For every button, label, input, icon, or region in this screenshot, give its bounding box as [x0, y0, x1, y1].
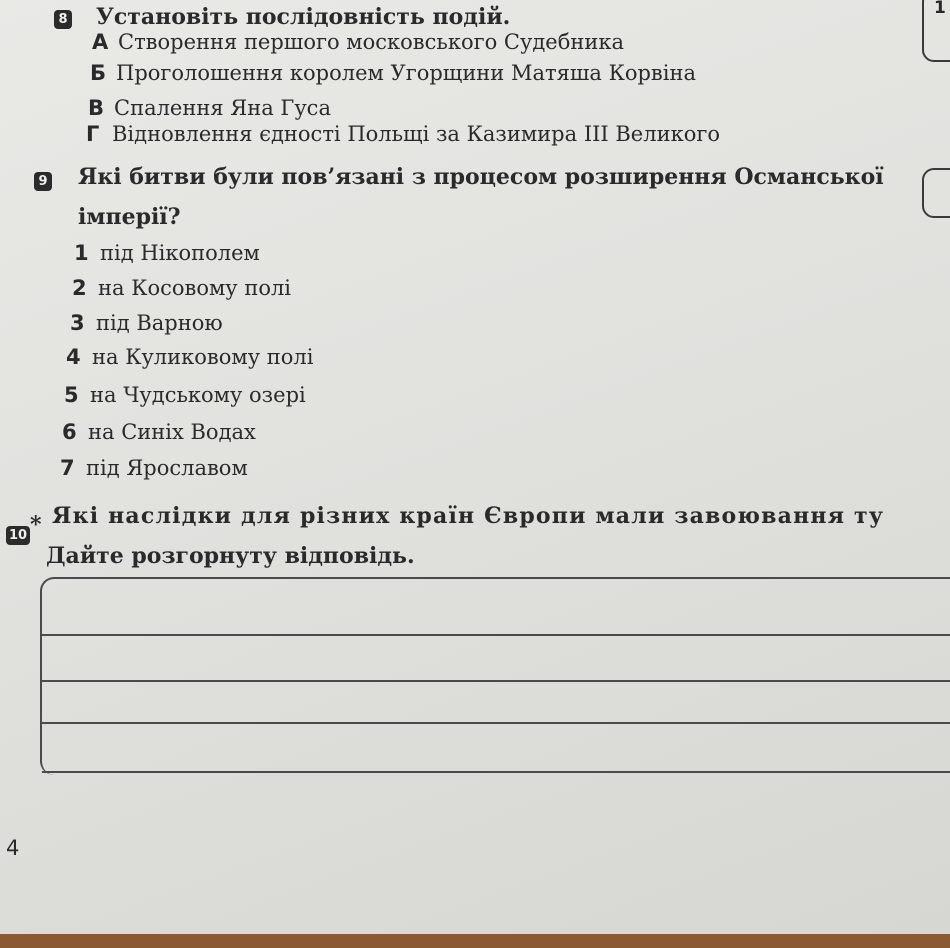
question-10-text-line-1: Які наслідки для різних країн Європи мали завоювання ту: [52, 503, 885, 529]
q8-option-c: [88, 96, 331, 120]
answer-line-4: [42, 771, 950, 773]
page-number: 4: [6, 836, 20, 860]
answer-box: [40, 577, 950, 775]
q9-option-1: [74, 241, 260, 265]
option-number: 5: [64, 383, 79, 407]
q9-option-3: [70, 311, 223, 335]
question-10-text-line-2: Дайте розгорнуту відповідь.: [46, 543, 415, 569]
question-10-number: 10: [6, 526, 30, 545]
option-number: 2: [72, 276, 87, 300]
option-number: 1: [74, 241, 89, 265]
option-text: Проголошення королем Угорщини Матяша Корвіна: [116, 61, 696, 85]
option-number: 3: [70, 311, 85, 335]
q8-option-a: [92, 30, 624, 54]
option-text: під Нікополем: [100, 241, 260, 265]
side-number: 1: [934, 0, 946, 18]
question-8-number: 8: [54, 10, 72, 29]
q8-option-d: [86, 122, 720, 146]
q9-option-5: [64, 383, 306, 407]
answer-line-3: [42, 722, 950, 724]
option-text: Створення першого московського Судебника: [118, 30, 624, 54]
question-10-mark: *: [30, 512, 42, 538]
table-edge: [0, 934, 950, 948]
option-number: 6: [62, 420, 77, 444]
q9-option-7: [60, 456, 248, 480]
option-letter: В: [88, 96, 105, 120]
question-8-text: Установіть послідовність подій.: [96, 4, 511, 30]
answer-line-1: [42, 634, 950, 636]
option-text: на Куликовому полі: [92, 345, 314, 369]
option-text: під Варною: [96, 311, 223, 335]
option-number: 7: [60, 456, 75, 480]
option-text: Спалення Яна Гуса: [114, 96, 331, 120]
question-9-text-line-2: імперії?: [78, 204, 181, 230]
option-text: на Чудському озері: [90, 383, 306, 407]
option-text: на Синіх Водах: [88, 420, 256, 444]
option-number: 4: [66, 345, 81, 369]
question-9-text-line-1: Які битви були пов’язані з процесом розширення Османської: [78, 164, 884, 190]
option-text: Відновлення єдності Польщі за Казимира ІІІ Великого: [112, 122, 720, 146]
option-letter: Б: [90, 61, 107, 85]
q9-option-6: [62, 420, 256, 444]
q9-option-4: [66, 345, 313, 369]
q8-option-b: [90, 61, 696, 85]
option-text: під Ярославом: [86, 456, 248, 480]
option-text: на Косовому полі: [98, 276, 292, 300]
q9-option-2: [72, 276, 291, 300]
option-letter: Г: [86, 122, 100, 146]
option-letter: А: [92, 30, 109, 54]
side-answer-box-middle: [922, 168, 950, 218]
answer-line-2: [42, 680, 950, 682]
question-9-number: 9: [34, 172, 52, 191]
